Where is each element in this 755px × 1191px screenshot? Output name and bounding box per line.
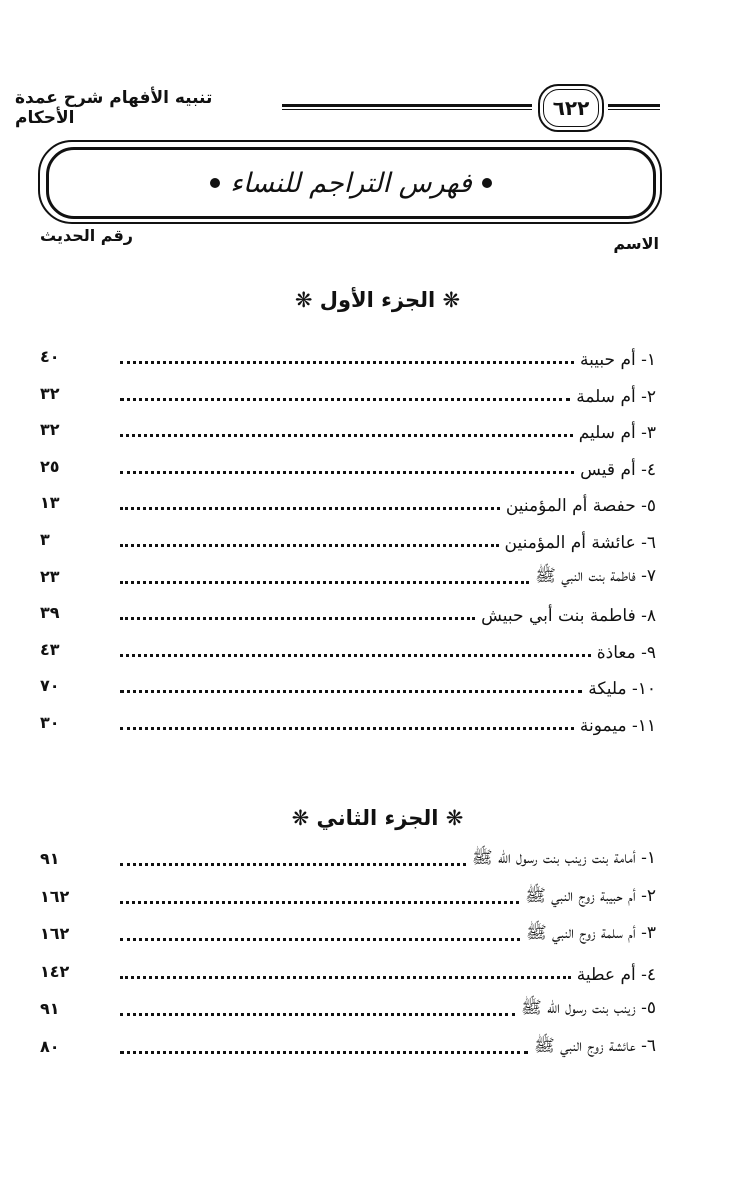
dot-leader — [120, 617, 475, 620]
dot-leader — [120, 1051, 528, 1054]
entry-hadith-number: ٣٠ — [40, 713, 60, 732]
index-entry — [40, 486, 656, 516]
entry-hadith-number: ٢٣ — [40, 566, 60, 586]
book-title: تنبيه الأفهام شرح عمدة الأحكام — [15, 88, 213, 128]
index-entry — [40, 992, 656, 1022]
entry-name: ٣- أم سلمة زوج النبي ﷺ — [526, 923, 656, 943]
index-entry — [40, 413, 656, 443]
entry-hadith-number: ١٣ — [40, 493, 60, 513]
entry-name: ٢- أم حبيبة زوج النبي ﷺ — [525, 885, 656, 906]
dot-leader — [120, 938, 520, 941]
entry-name: ٥- زينب بنت رسول الله ﷺ — [521, 998, 656, 1018]
column-header-name: الاسم — [613, 234, 659, 253]
index-entry — [40, 450, 656, 480]
entry-hadith-number: ٧٠ — [40, 676, 60, 696]
dot-leader — [120, 581, 529, 584]
entry-hadith-number: ٢٥ — [40, 456, 60, 476]
entry-name: ٨- فاطمة بنت أبي حبيش — [481, 606, 656, 627]
entry-hadith-number: ٩١ — [40, 999, 60, 1018]
dot-leader — [120, 1013, 515, 1016]
bullet-icon — [210, 178, 220, 188]
entry-hadith-number: ٣٩ — [40, 603, 60, 623]
entry-name: ٤- أم قيس — [580, 459, 656, 480]
entry-name: ٥- حفصة أم المؤمنين — [505, 496, 656, 517]
entry-name: ٣- أم سليم — [578, 423, 656, 444]
dot-leader — [120, 654, 591, 657]
entry-name: ٧- فاطمة بنت النبي ﷺ — [535, 565, 656, 586]
dot-leader — [120, 398, 570, 401]
index-entry — [40, 706, 656, 736]
page-number: ٦٢٢ — [538, 84, 604, 132]
index-entry — [40, 560, 656, 590]
dot-leader — [120, 434, 573, 437]
index-entry — [40, 1030, 656, 1060]
entry-name: ٦- عائشة أم المؤمنين — [504, 533, 656, 553]
index-title — [210, 168, 492, 199]
entry-name: ١- أمامة بنت زينب بنت رسول الله ﷺ — [472, 848, 656, 868]
dot-leader — [120, 544, 499, 547]
dot-leader — [120, 507, 500, 510]
header-rule-left — [282, 104, 532, 110]
entry-hadith-number: ٨٠ — [40, 1036, 60, 1056]
index-entry — [40, 880, 656, 910]
entry-hadith-number: ١٦٢ — [40, 886, 70, 906]
entry-hadith-number: ١٦٢ — [40, 924, 70, 943]
index-entry — [40, 669, 656, 699]
entry-name: ١- أم حبيبة — [580, 350, 656, 370]
entry-hadith-number: ٤٠ — [40, 347, 60, 366]
part-one-heading: ❋ الجزء الأول ❋ — [294, 288, 461, 312]
dot-leader — [120, 976, 571, 979]
entry-name: ١٠- مليكة — [588, 679, 656, 700]
entry-hadith-number: ٩١ — [40, 849, 60, 868]
index-entry — [40, 955, 656, 985]
entry-name: ٢- أم سلمة — [576, 386, 656, 407]
entry-hadith-number: ١٤٢ — [40, 961, 70, 981]
entry-name: ١١- ميمونة — [579, 716, 656, 736]
dot-leader — [120, 690, 582, 693]
index-entry — [40, 596, 656, 626]
index-entry — [40, 633, 656, 663]
index-entry — [40, 377, 656, 407]
title-frame — [46, 147, 656, 219]
entry-name: ٦- عائشة زوج النبي ﷺ — [534, 1035, 656, 1056]
entry-hadith-number: ٤٣ — [40, 639, 60, 659]
dot-leader — [120, 471, 574, 474]
index-title-text: فهرس التراجم للنساء — [230, 167, 472, 199]
dot-leader — [120, 361, 574, 364]
dot-leader — [120, 901, 519, 904]
entry-name: ٩- معاذة — [596, 642, 656, 663]
index-entry — [40, 340, 656, 370]
index-entry — [40, 842, 656, 872]
dot-leader — [120, 863, 466, 866]
entry-name: ٤- أم عطية — [576, 964, 656, 985]
index-entry — [40, 523, 656, 553]
entry-hadith-number: ٣٢ — [40, 383, 60, 403]
entry-hadith-number: ٣٢ — [40, 420, 60, 440]
part-two-heading: ❋ الجزء الثاني ❋ — [291, 806, 464, 830]
index-entry — [40, 917, 656, 947]
column-header-hadith-number: رقم الحديث — [40, 226, 134, 245]
bullet-icon — [482, 178, 492, 188]
entry-hadith-number: ٣ — [40, 530, 50, 549]
dot-leader — [120, 727, 574, 730]
header-rule-right — [608, 104, 660, 110]
